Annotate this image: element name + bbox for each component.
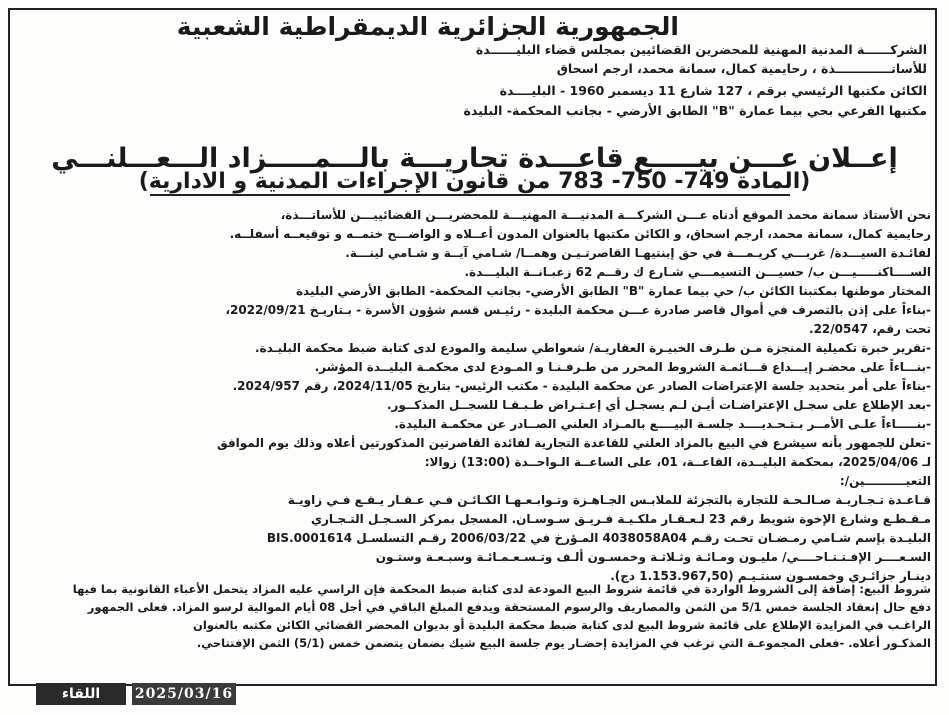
header-line-branch-office: مكتبها الفرعي بحي بيما عمارة "B" الطابق الأرضي - بجانب المحكمة- البليدة bbox=[463, 103, 927, 118]
body-line: المختار موطنها بمكتبنا الكائن ب/ حي بيما عمارة "B" الطابق الأرضي- بجانب المحكمة- الطابق الأرضي البليدة bbox=[295, 284, 931, 298]
header-line-main-office: الكائن مكتبها الرئيسي برقم ، 127 شارع 11 ديسمبر 1960 - البليــــدة bbox=[499, 83, 927, 98]
body-line: رحايمية كمال، سمانة محمد، ارجم اسحاق، و الكائن مكتبها بالعنوان المدون أعــلاه و الواضـــح ختمــه و توقيعــه أسفلــه. bbox=[229, 227, 931, 241]
body-line: قـاعـدة تـجـاريـة صـالـحـة للتجارة بالتجزئة للملابـس الجـاهـزة وتـوابـعـهـا الكـائـن فـي عـقـار يـقـع فـي زاويـة bbox=[287, 493, 931, 507]
body-line: -بنـــاءاً على محضـر إيـــداع قـــائمـة الشروط المحرر من طـرفـنـا و المـودع لدى محكمـة البليــدة المؤشر. bbox=[314, 360, 931, 374]
body-line: -بنـــــاءاً علـى الأمــر بـتـحـديــــد جلسـة البيــــع بالمـزاد العلني الصــادر عن محكمـة البليدة. bbox=[394, 417, 931, 431]
publication-footer bbox=[36, 683, 236, 705]
announcement-title: إعــلان عـــن بيـــــع قاعـــدة تجاريـــة بالـــمـــــزاد الـــعـــلنـــي bbox=[51, 143, 898, 174]
body-line: -بناءاً على أمر بتحديد جلسة الإعتراضات الصادر عن محكمة البليدة - مكتب الرئيس- بتاريخ 2024/11/05، رقم 2024/957. bbox=[232, 379, 931, 393]
conditions-line: دفع حال إنعقاد الجلسة خمس 5/1 من الثمن والمصاريف والرسوم المستحقة ويدفع المبلغ الباقي في أجل 08 أيام الموالية لرسو المزاد. فعلى الجمهور bbox=[87, 600, 931, 614]
body-line: مـقـطـع وشارع الإخوة شويط رقم 23 لـعـقـار ملكـيـة فـريـق سـوسـان. المسجل بمركز السـجـل التـجـاري bbox=[311, 512, 931, 526]
body-line: لفائـدة السيـــدة/ غربـــي كريـمـــة في حق إبنتيهـا القاصرتـيـن وهمــا/ شـامي آيــة و شـامي لينـــة. bbox=[345, 246, 931, 260]
body-line: -بناءاً على إذن بالتصرف في أموال قاصر صادرة عـــن محكمة البليدة - رئيـس قسم شؤون الأسرة - بـتاريـخ 2022/09/21، bbox=[225, 303, 931, 317]
body-line: تحت رقم، 22/0547. bbox=[809, 322, 931, 336]
body-line: -تعلن للجمهور بأنه سيشرع في البيع بالمزاد العلني للقاعدة التجارية لفائدة القاصرتين المذكورتين أعلاه وذلك يوم الموافق bbox=[217, 436, 931, 450]
title-underline bbox=[150, 194, 790, 196]
body-line: البليـدة بإسم شـامي رمـضـان تحـت رقـم 4038058A04 المـؤرخ في 2006/03/22 رقـم التسلسـل BIS.0001614 bbox=[266, 531, 931, 545]
header-line-company: الشركــــــة المدنية المهنية للمحضرين القضائيين بمجلس قضاء البليــــــدة bbox=[475, 42, 927, 57]
conditions-line: شروط البيع: إضافة إلى الشروط الواردة في قائمة شروط البيع المودعة لدى كتابة ضبط المحكمة فإن الراسي عليه المزاد يتحمل الأعباء القانونية بما فيها bbox=[72, 582, 931, 596]
body-line: السـعــــر الإفـتـتـاحــــي/ مليـون ومـائـة وثـلاثـة وخمسـون ألـف وتـسـعـمـائـة وسبـعـة وستـون bbox=[375, 550, 931, 564]
publication-name: اللقاء bbox=[36, 683, 126, 705]
body-line: دينـار جزائـري وخمسـون سنتـيـم (1.153.967,50 دج). bbox=[610, 569, 931, 583]
body-line: التعيــــــــــين/: bbox=[839, 474, 931, 488]
body-line: -بعد الإطلاع على سجـل الإعتراضـات أيـن لـم يسجـل أي إعـتـراض طـبـقـا للسجــل المذكــور. bbox=[386, 398, 931, 412]
publication-date: 2025/03/16 bbox=[132, 683, 236, 705]
body-line: نحن الأستاذ سمانة محمد الموقع أدناه عـــن الشركـــة المدنيـــة المهنيـــة للمحضريـــن القضائييـــن للأساتـــذة، bbox=[280, 208, 931, 222]
conditions-line: المذكـور أعلاه. -فعلى المجموعـة التي ترغب في المزايدة إحضـار يوم جلسة البيع شيك بضمان يتضمن خمس (5/1) الثمن الإفتتاحي. bbox=[196, 636, 931, 650]
announcement-subtitle: (المادة 749- 750- 783 من قانون الإجراءات المدنية و الادارية) bbox=[138, 169, 811, 194]
republic-title: الجمهورية الجزائرية الديمقراطية الشعبية bbox=[176, 12, 679, 41]
sale-conditions bbox=[21, 580, 931, 652]
body-line: الســــاكنـــــيـــن ب/ حسيـــن التسيمـــي شـارع ك رقــم 62 زعبـانــة البليـــدة. bbox=[464, 265, 931, 279]
body-line: -تقرير خبرة تكميلية المنجزة مـن طـرف الخبيـرة العقاريـة/ شعواطي سليمة والمودع لدى كتابة ضبط محكمة البليـدة. bbox=[254, 341, 931, 355]
announcement-body bbox=[21, 206, 931, 586]
conditions-line: الراغـب في المزايدة الإطلاع على قائمة شروط البيع لدى كتابة ضبط محكمة البليدة أو بديوان المحضر القضائي الكائن مكتبه بالعنوان bbox=[193, 618, 931, 632]
body-line: لـ 2025/04/06، بمحكمة البليــدة، القاعــة، 01، على الساعــة الـواحــدة (13:00) زوالا: bbox=[424, 455, 931, 469]
header-line-bailiffs: للأساتـــــــــــــذة ، رحايمية كمال، سمانة محمد، ارجم اسحاق bbox=[556, 61, 927, 76]
